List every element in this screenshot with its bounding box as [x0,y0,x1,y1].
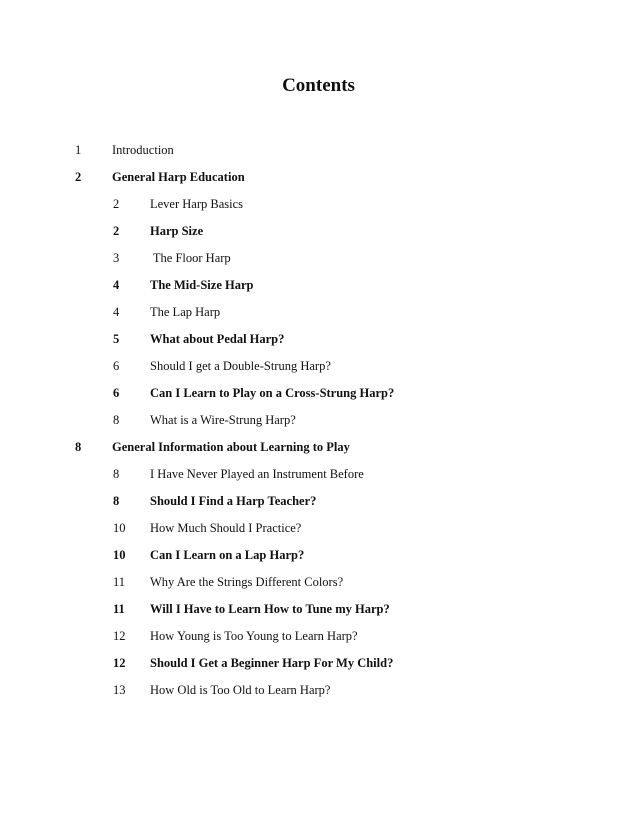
toc-subsection-row [0,330,637,357]
toc-page-number: 12 [113,629,126,643]
toc-page-number: 4 [113,305,120,319]
page-title: Contents [282,75,355,96]
toc-page-number: 1 [75,143,82,157]
toc-page-number: 8 [75,440,82,454]
toc-subsection-row [0,465,637,492]
toc-page-number: 11 [113,602,125,616]
toc-subsection-row [0,411,637,438]
toc-page-number: 8 [113,467,120,481]
toc-page-number: 10 [113,548,126,562]
toc-subsection-row [0,357,637,384]
toc-subsection-row [0,519,637,546]
toc-entry-title: What is a Wire-Strung Harp? [150,413,296,427]
toc-subsection-row [0,546,637,573]
toc-page-number: 13 [113,683,126,697]
toc-subsection-row [0,276,637,303]
toc-page-number: 2 [113,224,120,238]
toc-section-row [0,141,637,168]
toc-entry-title: How Old is Too Old to Learn Harp? [150,683,331,697]
toc-entry-title: The Floor Harp [150,251,231,265]
toc-subsection-row [0,303,637,330]
toc-entry-title: Why Are the Strings Different Colors? [150,575,344,589]
toc-page-number: 6 [113,359,120,373]
toc-section-row [0,168,637,195]
toc-subsection-row [0,222,637,249]
toc-page-number: 4 [113,278,120,292]
toc-section-row [0,438,637,465]
toc-page-number: 10 [113,521,126,535]
toc-entry-title: Can I Learn on a Lap Harp? [150,548,305,562]
toc-entry-title: The Lap Harp [150,305,221,319]
toc-entry-title: Should I Get a Beginner Harp For My Child? [150,656,394,670]
toc-page-number: 11 [113,575,126,589]
toc-page-number: 12 [113,656,126,670]
toc-subsection-row [0,384,637,411]
toc-subsection-row [0,600,637,627]
toc-subsection-row [0,654,637,681]
toc-entry-title: Harp Size [150,224,204,238]
toc-entry-title: How Much Should I Practice? [150,521,302,535]
toc-entry-title: General Harp Education [112,170,245,184]
toc-entry-title: I Have Never Played an Instrument Before [150,467,364,481]
toc-page-number: 6 [113,386,120,400]
toc-subsection-row [0,249,637,276]
toc-subsection-row [0,195,637,222]
toc-page-number: 5 [113,332,120,346]
toc-entry-title: Introduction [112,143,174,157]
table-of-contents [0,141,637,708]
toc-entry-title: Lever Harp Basics [150,197,244,211]
toc-page-number: 8 [113,494,120,508]
toc-entry-title: Will I Have to Learn How to Tune my Harp? [150,602,390,616]
toc-subsection-row [0,681,637,708]
toc-page-number: 2 [75,170,82,184]
toc-entry-title: What about Pedal Harp? [150,332,285,346]
toc-subsection-row [0,627,637,654]
toc-entry-title: How Young is Too Young to Learn Harp? [150,629,358,643]
toc-entry-title: Should I get a Double-Strung Harp? [150,359,331,373]
toc-page-number: 3 [113,251,120,265]
toc-entry-title: Should I Find a Harp Teacher? [150,494,317,508]
toc-page-number: 8 [113,413,120,427]
toc-entry-title: The Mid-Size Harp [150,278,254,292]
toc-subsection-row [0,492,637,519]
toc-subsection-row [0,573,637,600]
toc-entry-title: General Information about Learning to Play [112,440,350,454]
toc-entry-title: Can I Learn to Play on a Cross-Strung Harp? [150,386,395,400]
toc-page-number: 2 [113,197,120,211]
